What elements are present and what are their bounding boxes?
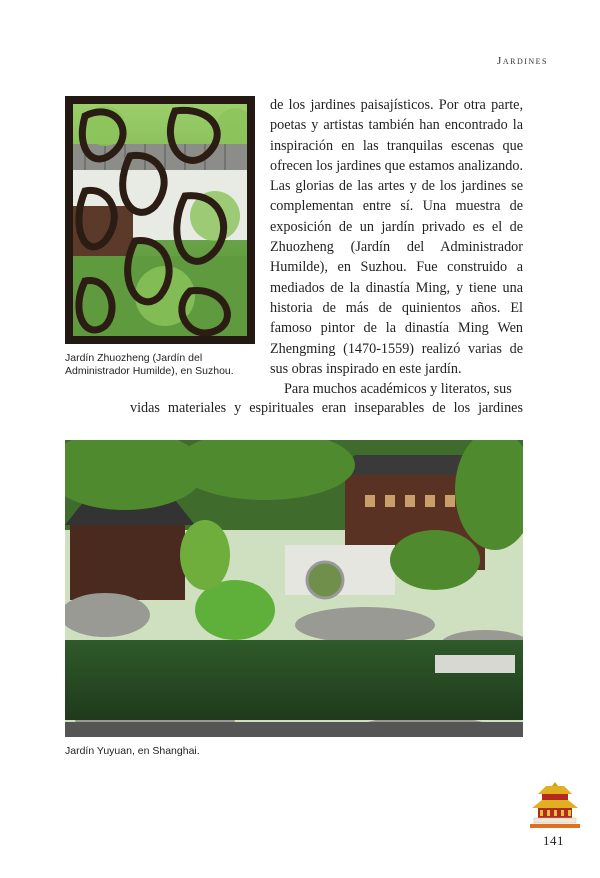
running-header: Jardines [497, 55, 548, 67]
figure2-caption: Jardín Yuyuan, en Shanghai. [65, 745, 200, 757]
paragraph-1: de los jardines paisajísticos. Por otra parte, poetas y artistas también han encontrado la inspiración en las tranquilas escenas que ofrecen los jardines que estamos analizando. Las glorias de las artes y de los jardines se complementan entre sí. Una muestra de exposición de un jardín privado es el de Zhuozheng (Jardín del Administrador Humilde), en Suzhou. Fue construido a mediados de la dinastía Ming, y tiene una historia de más de quinientos años. El famoso pintor de la dinastía Ming Wen Zhengming (1470-1559) realizó varias de sus obras inspirado en este jardín. [270, 97, 523, 377]
figure1-caption: Jardín Zhuozheng (Jardín del Administrador Humilde), en Suzhou. [65, 352, 234, 377]
yuyuan-garden-photo [65, 440, 523, 737]
page-number: 141 [543, 833, 564, 848]
body-text [270, 95, 523, 399]
pavilion-icon [530, 780, 580, 830]
paragraph-2: Para muchos académicos y literatos, sus [284, 381, 512, 398]
paragraph-2-continuation: vidas materiales y espirituales eran inseparables de los jardines [130, 400, 523, 416]
lattice-window-photo [65, 96, 255, 344]
